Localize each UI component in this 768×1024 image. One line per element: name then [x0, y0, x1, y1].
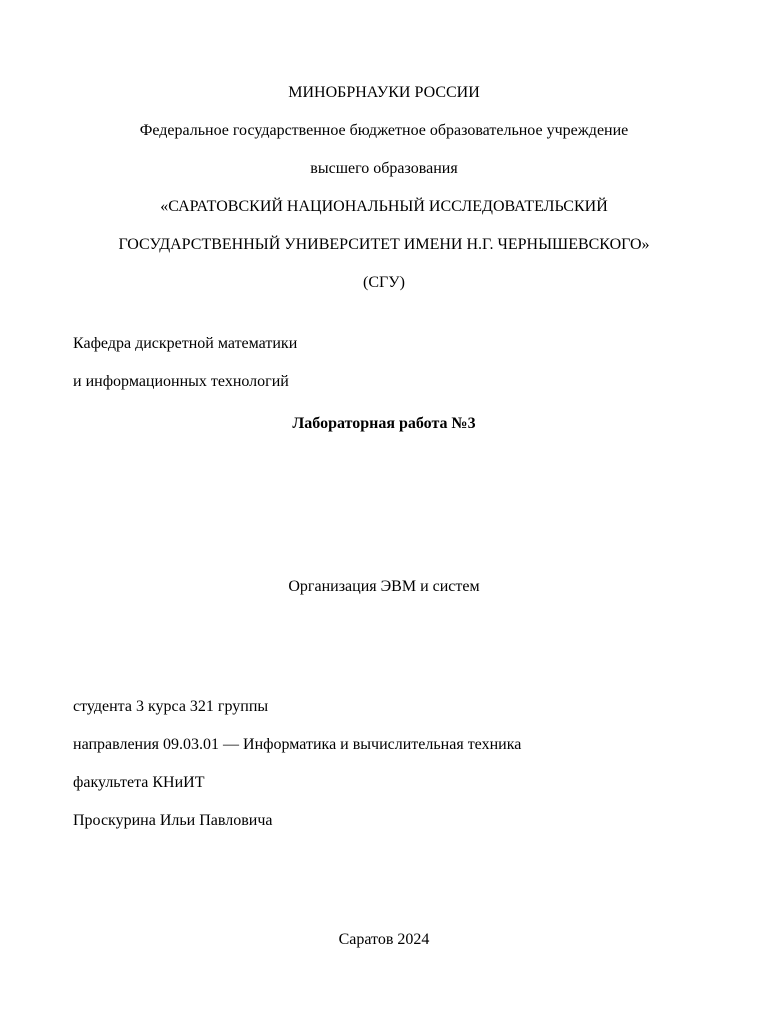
university-name-line2: ГОСУДАРСТВЕННЫЙ УНИВЕРСИТЕТ ИМЕНИ Н.Г. ЧЕРНЫШЕВСКОГО» — [118, 236, 650, 253]
department-line2: и информационных технологий — [73, 373, 289, 390]
ministry-heading: МИНОБРНАУКИ РОССИИ — [288, 84, 480, 101]
department-line1: Кафедра дискретной математики — [73, 335, 298, 352]
institution-type-line2: высшего образования — [310, 160, 458, 177]
student-direction: направления 09.03.01 — Информатика и вычислительная техника — [73, 736, 522, 753]
city-year: Саратов 2024 — [338, 931, 430, 948]
university-abbreviation: (СГУ) — [363, 274, 405, 291]
student-name: Проскурина Ильи Павловича — [73, 812, 273, 829]
university-name-line1: «САРАТОВСКИЙ НАЦИОНАЛЬНЫЙ ИССЛЕДОВАТЕЛЬСКИЙ — [160, 198, 608, 215]
student-course-group: студента 3 курса 321 группы — [73, 698, 269, 715]
institution-type-line1: Федеральное государственное бюджетное образовательное учреждение — [139, 122, 629, 139]
student-faculty: факультета КНиИТ — [73, 774, 205, 791]
work-title: Лабораторная работа №3 — [292, 415, 476, 432]
subject-name: Организация ЭВМ и систем — [288, 578, 480, 595]
